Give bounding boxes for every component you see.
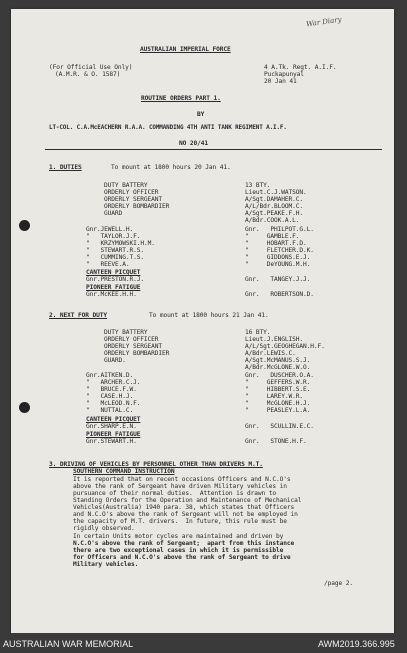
guard-member: " LAREY.W.R. [245, 393, 304, 400]
document-title: AUSTRALIAN IMPERIAL FORCE [140, 46, 231, 53]
orders-by: BY [197, 111, 205, 118]
commander-line: LT-COL. C.A.McEACHERN R.A.A. COMMANDING 4TH ANTI TANK REGIMENT A.I.F. [49, 125, 287, 131]
punch-hole-bottom [19, 402, 30, 413]
pioneer-fatigue-member: Gnr.STEWART.H. [86, 438, 137, 445]
guard-member: " REEVE.A. [86, 261, 130, 268]
paragraph-line: there are two exceptional cases in which it is permissible [73, 547, 284, 554]
paragraph-line: It is reported that on recent occasions Officers and N.C.O's [73, 476, 291, 483]
page-continuation: /page 2. [324, 580, 354, 587]
guard-member: " McGLONE.H.J. [245, 400, 311, 407]
guard-member: " McLEOD.N.F. [86, 400, 141, 407]
duty-assignee: 13 BTY. [245, 182, 271, 189]
guard-member: " GAMBLE.F. [245, 233, 300, 240]
guard-member: Gnr.AITKEN.D. [86, 372, 134, 379]
paragraph-line: pursuance of their normal duties. Attention is drawn to [73, 490, 277, 497]
guard-member: " TAYLOR.J.F. [86, 233, 141, 240]
duty-assignee: 16 BTY. [245, 329, 271, 336]
header-left-line: (A.M.R. & O. 1587) [55, 71, 121, 78]
handwritten-note: War Diary [305, 15, 343, 29]
section-heading: 1. DUTIES [49, 164, 82, 171]
paragraph-line: and N.C.O's above the rank of Sergeant will not be employed in [73, 511, 298, 518]
paragraph-line: for Officers and N.C.O's above the rank of Sergeant to drive [73, 554, 291, 561]
guard-member: " DeYOUNG.M.H. [245, 261, 311, 268]
footer-bar [0, 633, 407, 653]
document-sheet [11, 9, 394, 633]
paragraph-line: above the rank of Sergeant have driven Military vehicles in [73, 483, 287, 490]
canteen-picquet-member: Gnr.PRESTON.R.J. [86, 276, 145, 283]
punch-hole-top [19, 220, 30, 231]
section-heading: 3. DRIVING OF VEHICLES BY PERSONNEL OTHER THAN DRIVERS M.T. [49, 461, 263, 468]
canteen-picquet-label: CANTEEN PICQUET [86, 416, 141, 423]
duty-assignee: A/Bdr.McGLONE.W.O. [245, 364, 311, 371]
paragraph-line: In certain Units motor cycles are maintained and driven by [73, 533, 284, 540]
section-subheading: SOUTHERN COMMAND INSTRUCTION [73, 468, 175, 475]
section-intro: To mount at 1800 hours 21 Jan 41. [149, 312, 269, 319]
guard-member: " FLETCHER.D.K. [245, 247, 314, 254]
guard-member: " GIDDONS.E.J. [245, 254, 311, 261]
guard-member: Gnr. PHILPOT.G.L. [245, 226, 314, 233]
duty-role: ORDERLY OFFICER [104, 189, 159, 196]
guard-member: " CUMMING.T.S. [86, 254, 145, 261]
guard-member: " HIBBERT.S.E. [245, 386, 311, 393]
canteen-picquet-member: Gnr. TANGEY.J.J. [245, 276, 311, 283]
guard-member: Gnr. DUSCHER.O.A. [245, 372, 314, 379]
pioneer-fatigue-member: Gnr.McKEE.H.H. [86, 291, 137, 298]
guard-member: " BRUCE.F.W. [86, 386, 137, 393]
duty-assignee: A/L/Sgt.GEOGHEGAN.H.F. [245, 343, 325, 350]
duty-assignee: A/Sgt.McMANUS.S.J. [245, 357, 311, 364]
header-right-line: 4 A.Tk. Regt. A.I.F. [264, 64, 337, 71]
guard-member: Gnr.JEWELL.H. [86, 226, 134, 233]
pioneer-fatigue-label: PIONEER FATIGUE [86, 431, 141, 438]
section-intro: To mount at 1800 hours 20 Jan 41. [111, 164, 231, 171]
duty-role: ORDERLY OFFICER [104, 336, 159, 343]
canteen-picquet-member: Gnr. SCULLIN.E.C. [245, 423, 314, 430]
order-number: NO 20/41 [179, 140, 209, 147]
duty-role: GUARD [104, 210, 123, 217]
canteen-picquet-member: Gnr.SHARP.E.N. [86, 423, 137, 430]
duty-role: DUTY BATTERY [104, 182, 148, 189]
guard-member: " HOBART.F.D. [245, 240, 307, 247]
paragraph-line: N.C.O's above the rank of Sergeant; apart from this instance [73, 540, 295, 547]
duty-assignee: A/Bdr.LEWIS.C. [245, 350, 296, 357]
guard-member: " STEWART.R.S. [86, 247, 145, 254]
paragraph-line: rigidly observed. [73, 525, 135, 532]
guard-member: " NUTTAL.C. [86, 407, 134, 414]
guard-member: " KRZYMOWSKI.H.M. [86, 240, 155, 247]
pioneer-fatigue-label: PIONEER FATIGUE [86, 284, 141, 291]
paragraph-line: the capacity of M.T. drivers. In future, this rule must be [73, 518, 287, 525]
duty-role: ORDERLY BOMBARDIER [104, 203, 170, 210]
guard-member: " GEFFERS.W.R. [245, 379, 311, 386]
guard-member: " PEASLEY.L.A. [245, 407, 311, 414]
section-heading: 2. NEXT FOR DUTY [49, 312, 108, 319]
duty-assignee: A/Bdr.COOK.A.L. [245, 217, 300, 224]
guard-member: " ARCHER.C.J. [86, 379, 141, 386]
duty-role: DUTY BATTERY [104, 329, 148, 336]
duty-assignee: Lieut.J.ENGLISH. [245, 336, 304, 343]
duty-role: ORDERLY BOMBARDIER [104, 350, 170, 357]
duty-assignee: Lieut.C.J.WATSON. [245, 189, 307, 196]
duty-role: GUARD. [104, 357, 126, 364]
paragraph-line: Vehicles(Australia) 1940 para. 38, which states that Officers [73, 504, 295, 511]
footer-accession-number: AWM2019.366.995 [318, 639, 395, 649]
paragraph-line: Standing Orders for the Operation and Maintenance of Mechanical [73, 497, 302, 504]
header-left-line: (For Official Use Only) [49, 64, 133, 71]
pioneer-fatigue-member: Gnr. STONE.H.F. [245, 438, 307, 445]
guard-member: " CASE.H.J. [86, 393, 134, 400]
orders-title: ROUTINE ORDERS PART 1. [141, 95, 221, 102]
duty-role: ORDERLY SERGEANT [104, 343, 163, 350]
header-right-line: Puckapunyal [264, 71, 304, 78]
title-rule [45, 149, 382, 150]
pioneer-fatigue-member: Gnr. ROBERTSON.D. [245, 291, 314, 298]
canteen-picquet-label: CANTEEN PICQUET [86, 269, 141, 276]
duty-role: ORDERLY SERGEANT [104, 196, 163, 203]
duty-assignee: A/Sgt.DAMAHER.C. [245, 196, 304, 203]
paragraph-line: Military vehicles. [73, 561, 139, 568]
duty-assignee: A/Sgt.PEAKE.F.H. [245, 210, 304, 217]
footer-institution: AUSTRALIAN WAR MEMORIAL [3, 639, 134, 649]
header-right-line: 20 Jan 41 [264, 78, 297, 85]
duty-assignee: A/L/Bdr.BLOOM.C. [245, 203, 304, 210]
